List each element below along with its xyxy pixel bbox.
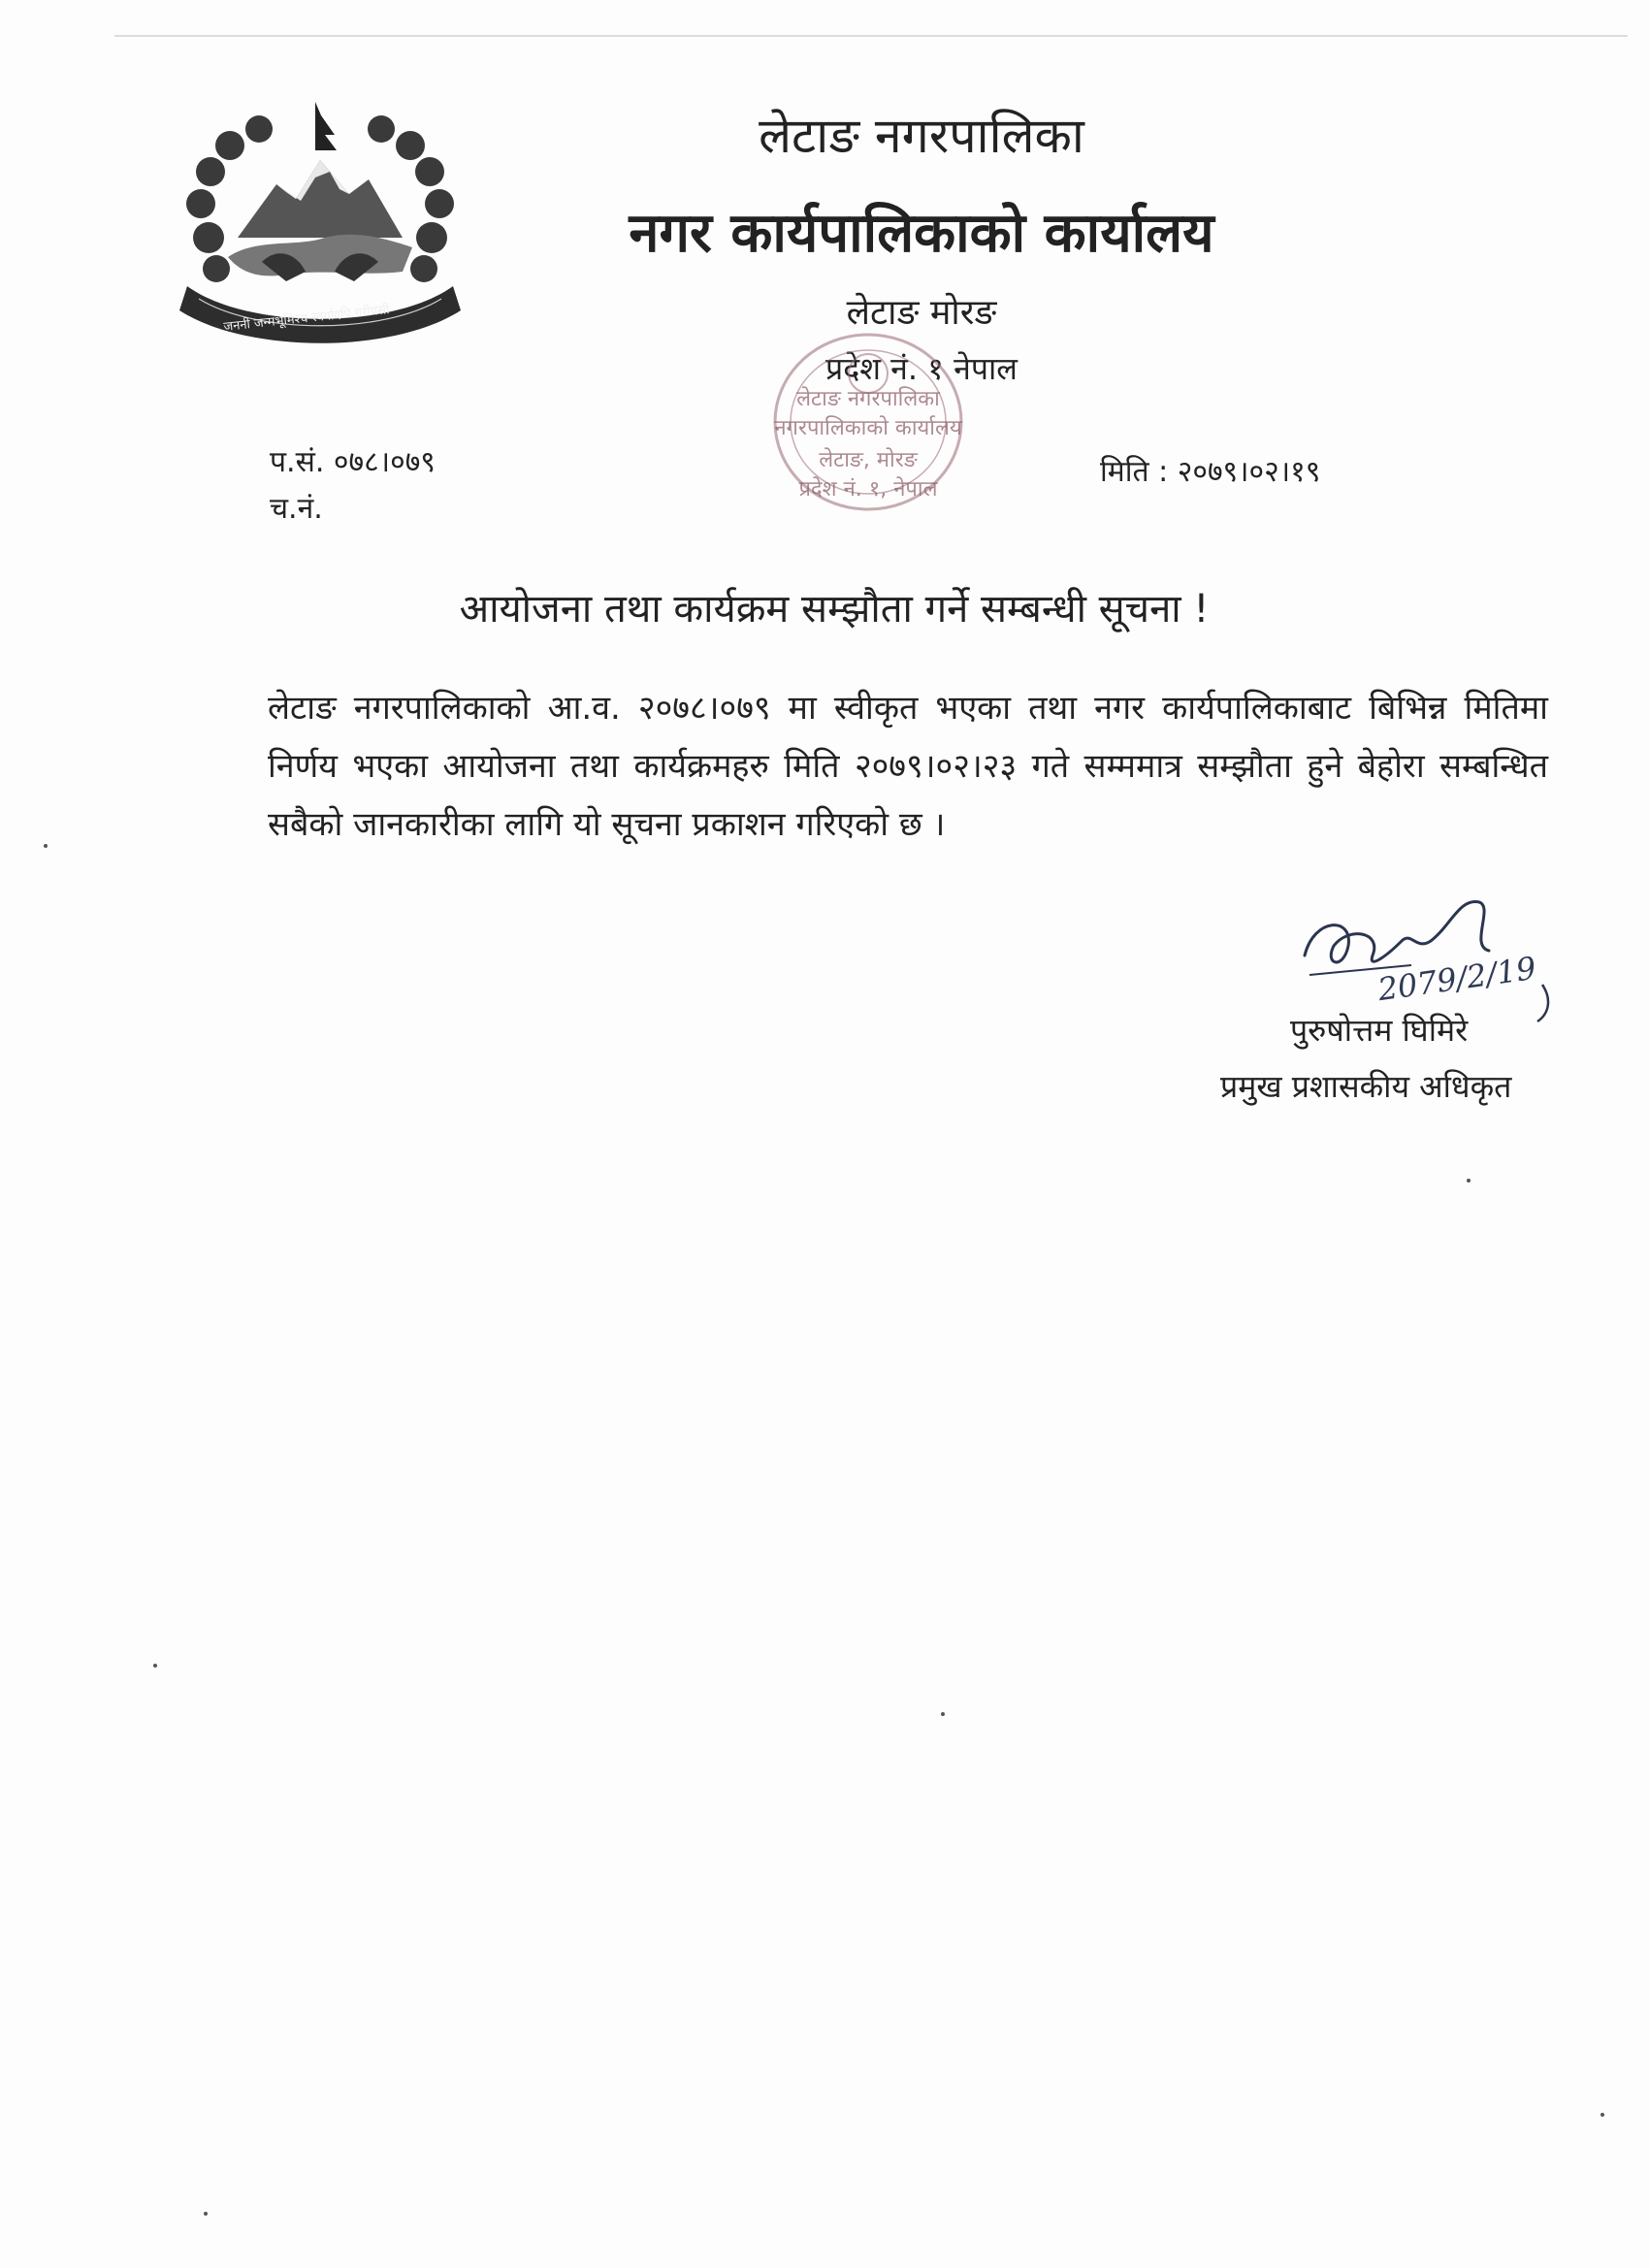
letter-date: मिति : २०७९।०२।१९ <box>1100 455 1321 489</box>
stamp-line-3: लेटाङ, मोरङ <box>819 448 918 472</box>
office-province: प्रदेश नं. १ नेपाल <box>825 350 1018 387</box>
notice-body: लेटाङ नगरपालिकाको आ.व. २०७८।०७९ मा स्वीकृत भएका तथा नगर कार्यपालिकाबाट बिभिन्न मितिमा निर्णय भएका आयोजना तथा कार्यक्रमहरु मिति २०७९।०२।२३ गते सम्ममात्र सम्झौता हुने बेहोरा सम्बन्धित सबैको जानकारीका लागि यो सूचना प्रकाशन गरिएको छ । <box>268 689 1548 844</box>
stamp-line-1: लेटाङ नगरपालिका <box>796 387 940 411</box>
top-edge-line <box>114 35 1628 37</box>
scan-speck <box>204 2212 208 2216</box>
stamp-line-2: नगरपालिकाको कार्यालय <box>774 416 962 440</box>
emblem-motto: जननी जन्मभूमिश्च स्वर्गादपि गरीयसी <box>222 303 391 335</box>
scan-speck <box>941 1712 945 1716</box>
office-name: नगर कार्यपालिकाको कार्यालय <box>629 202 1214 265</box>
scan-speck <box>1600 2113 1604 2117</box>
office-location: लेटाङ मोरङ <box>846 293 997 333</box>
scan-speck <box>153 1664 157 1668</box>
municipality-name: लेटाङ नगरपालिका <box>759 108 1084 164</box>
stamp-line-4: प्रदेश नं. १, नेपाल <box>798 477 938 502</box>
letter-number: प.सं. ०७८।०७९ <box>270 445 436 479</box>
dispatch-number: च.नं. <box>270 492 323 526</box>
signatory-designation: प्रमुख प्रशासकीय अधिकृत <box>1220 1068 1512 1105</box>
notice-title: आयोजना तथा कार्यक्रम सम्झौता गर्ने सम्बन्धी सूचना ! <box>459 587 1210 632</box>
signature-date: 2079/2/19 <box>1375 949 1538 1009</box>
scan-speck <box>1467 1179 1471 1183</box>
signatory-name: पुरुषोत्तम घिमिरे <box>1290 1012 1469 1049</box>
scan-speck <box>44 844 48 848</box>
